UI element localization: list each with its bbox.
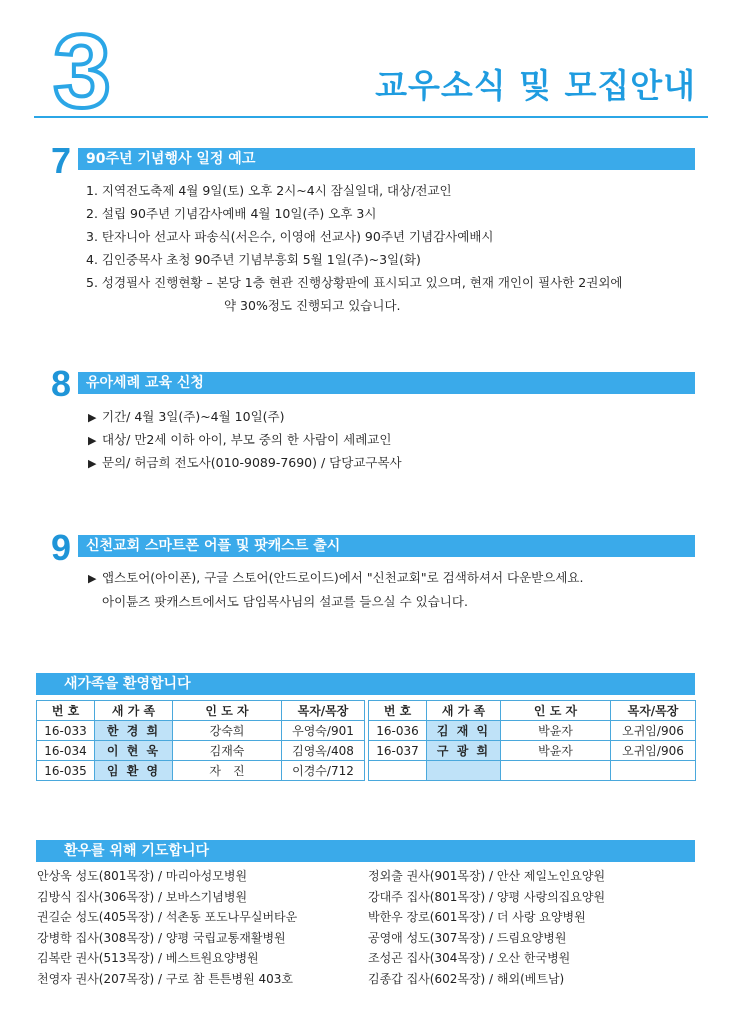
column-header: 목자/목장 bbox=[282, 701, 365, 721]
list-item: 공영애 성도(307목장) / 드림요양병원 bbox=[368, 930, 567, 945]
cell-number: 16-034 bbox=[37, 741, 95, 761]
list-item-continuation: 약 30%정도 진행되고 있습니다. bbox=[224, 298, 401, 313]
list-item: 정외출 권사(901목장) / 안산 제일노인요양원 bbox=[368, 869, 606, 883]
table-header-row bbox=[369, 701, 696, 721]
cell-new-family: 한 경 희 bbox=[95, 721, 173, 741]
column-header: 인 도 자 bbox=[501, 701, 611, 721]
list-item: 5. 성경필사 진행현황 – 본당 1층 현관 진행상황판에 표시되고 있으며, 현재 개인이 필사한 2권외에 bbox=[86, 275, 623, 290]
cell-number: 16-035 bbox=[37, 761, 95, 781]
list-item: 안상욱 성도(801목장) / 마리아성모병원 bbox=[37, 869, 248, 883]
prayer-list-right bbox=[368, 866, 605, 989]
welcome-table-left bbox=[36, 700, 365, 781]
paragraph-line: 아이튠즈 팟캐스트에서도 담임목사님의 설교를 들으실 수 있습니다. bbox=[102, 594, 468, 609]
cell-shepherd: 오귀임/906 bbox=[611, 741, 696, 761]
list-item: 4. 김인중목사 초청 90주년 기념부흥회 5월 1일(주)~3일(화) bbox=[86, 252, 421, 267]
list-item bbox=[88, 451, 402, 474]
cell-number bbox=[369, 761, 427, 781]
section-9-number: 9 bbox=[50, 527, 72, 568]
cell-shepherd: 김영옥/408 bbox=[282, 741, 365, 761]
prayer-list-left bbox=[37, 866, 297, 989]
section-7-number: 7 bbox=[50, 140, 72, 181]
list-item: 권길순 성도(405목장) / 석촌동 포도나무실버타운 bbox=[37, 910, 298, 924]
list-item: 강대주 집사(801목장) / 양평 사랑의집요양원 bbox=[368, 889, 606, 904]
section-7-list bbox=[86, 179, 623, 317]
cell-guide bbox=[501, 761, 611, 781]
cell-number: 16-033 bbox=[37, 721, 95, 741]
table-header-row bbox=[37, 701, 365, 721]
section-7-title: 90주년 기념행사 일정 예고 bbox=[78, 148, 695, 170]
bullet-arrow-icon: ▶ bbox=[88, 572, 97, 585]
table-row bbox=[369, 741, 696, 761]
table-row bbox=[369, 761, 696, 781]
column-header: 번 호 bbox=[369, 701, 427, 721]
paragraph-text: 앱스토어(아이폰), 구글 스토어(안드로이드)에서 "신천교회"로 검색하셔서 다운받으세요. bbox=[102, 570, 584, 585]
bullet-arrow-icon: ▶ bbox=[88, 411, 97, 424]
section-8-number: 8 bbox=[50, 363, 72, 404]
list-item: 강병학 집사(308목장) / 양평 국립교통재활병원 bbox=[37, 930, 286, 945]
table-row bbox=[369, 721, 696, 741]
bullet-arrow-icon: ▶ bbox=[88, 457, 97, 470]
column-header: 번 호 bbox=[37, 701, 95, 721]
cell-shepherd: 이경수/712 bbox=[282, 761, 365, 781]
cell-guide: 박윤자 bbox=[501, 741, 611, 761]
cell-guide: 자 진 bbox=[173, 761, 282, 781]
cell-new-family bbox=[427, 761, 501, 781]
column-header: 새 가 족 bbox=[427, 701, 501, 721]
section-8-title: 유아세례 교육 신청 bbox=[78, 372, 695, 394]
page-title: 교우소식 및 모집안내 bbox=[375, 66, 696, 105]
table-row bbox=[37, 741, 365, 761]
cell-new-family: 구 광 희 bbox=[427, 741, 501, 761]
cell-new-family: 김 재 익 bbox=[427, 721, 501, 741]
list-item: 천영자 권사(207목장) / 구로 참 튼튼병원 403호 bbox=[37, 971, 293, 986]
list-item: 김방식 집사(306목장) / 보바스기념병원 bbox=[37, 889, 248, 904]
cell-number: 16-037 bbox=[369, 741, 427, 761]
list-item bbox=[88, 428, 402, 451]
list-item bbox=[88, 405, 402, 428]
column-header: 목자/목장 bbox=[611, 701, 696, 721]
list-item: 2. 설립 90주년 기념감사예배 4월 10일(주) 오후 3시 bbox=[86, 206, 377, 221]
list-item: 김종갑 집사(602목장) / 해외(베트남) bbox=[368, 971, 565, 986]
section-9-text bbox=[88, 566, 583, 613]
list-item: 조성곤 집사(304목장) / 오산 한국병원 bbox=[368, 951, 571, 965]
table-row bbox=[37, 761, 365, 781]
prayer-title: 환우를 위해 기도합니다 bbox=[36, 840, 695, 862]
list-item: 3. 탄자니아 선교사 파송식(서은수, 이영애 선교사) 90주년 기념감사예배시 bbox=[86, 229, 494, 244]
list-item: 1. 지역전도축제 4월 9일(토) 오후 2시~4시 잠실일대, 대상/전교인 bbox=[86, 183, 452, 198]
cell-guide: 강숙희 bbox=[173, 721, 282, 741]
list-item: 김복란 권사(513목장) / 베스트원요양병원 bbox=[37, 951, 259, 965]
column-header: 인 도 자 bbox=[173, 701, 282, 721]
section-9-title: 신천교회 스마트폰 어플 및 팟캐스트 출시 bbox=[78, 535, 695, 557]
cell-guide: 박윤자 bbox=[501, 721, 611, 741]
cell-number: 16-036 bbox=[369, 721, 427, 741]
header-divider bbox=[34, 116, 708, 118]
table-row bbox=[37, 721, 365, 741]
column-header: 새 가 족 bbox=[95, 701, 173, 721]
page-number: 3 bbox=[53, 14, 111, 130]
cell-new-family: 이 현 욱 bbox=[95, 741, 173, 761]
cell-guide: 김재숙 bbox=[173, 741, 282, 761]
list-item-text: 문의/ 허금희 전도사(010-9089-7690) / 담당교구목사 bbox=[102, 455, 402, 470]
welcome-title: 새가족을 환영합니다 bbox=[36, 673, 695, 695]
cell-new-family: 임 환 영 bbox=[95, 761, 173, 781]
list-item: 박한우 장로(601목장) / 더 사랑 요양병원 bbox=[368, 910, 586, 924]
welcome-table-right bbox=[368, 700, 696, 781]
cell-shepherd bbox=[611, 761, 696, 781]
bullet-arrow-icon: ▶ bbox=[88, 434, 97, 447]
cell-shepherd: 오귀임/906 bbox=[611, 721, 696, 741]
list-item-text: 대상/ 만2세 이하 아이, 부모 중의 한 사람이 세례교인 bbox=[102, 432, 392, 447]
cell-shepherd: 우영숙/901 bbox=[282, 721, 365, 741]
section-8-list bbox=[88, 405, 402, 474]
list-item-text: 기간/ 4월 3일(주)~4월 10일(주) bbox=[102, 409, 285, 424]
paragraph-line bbox=[88, 566, 583, 590]
